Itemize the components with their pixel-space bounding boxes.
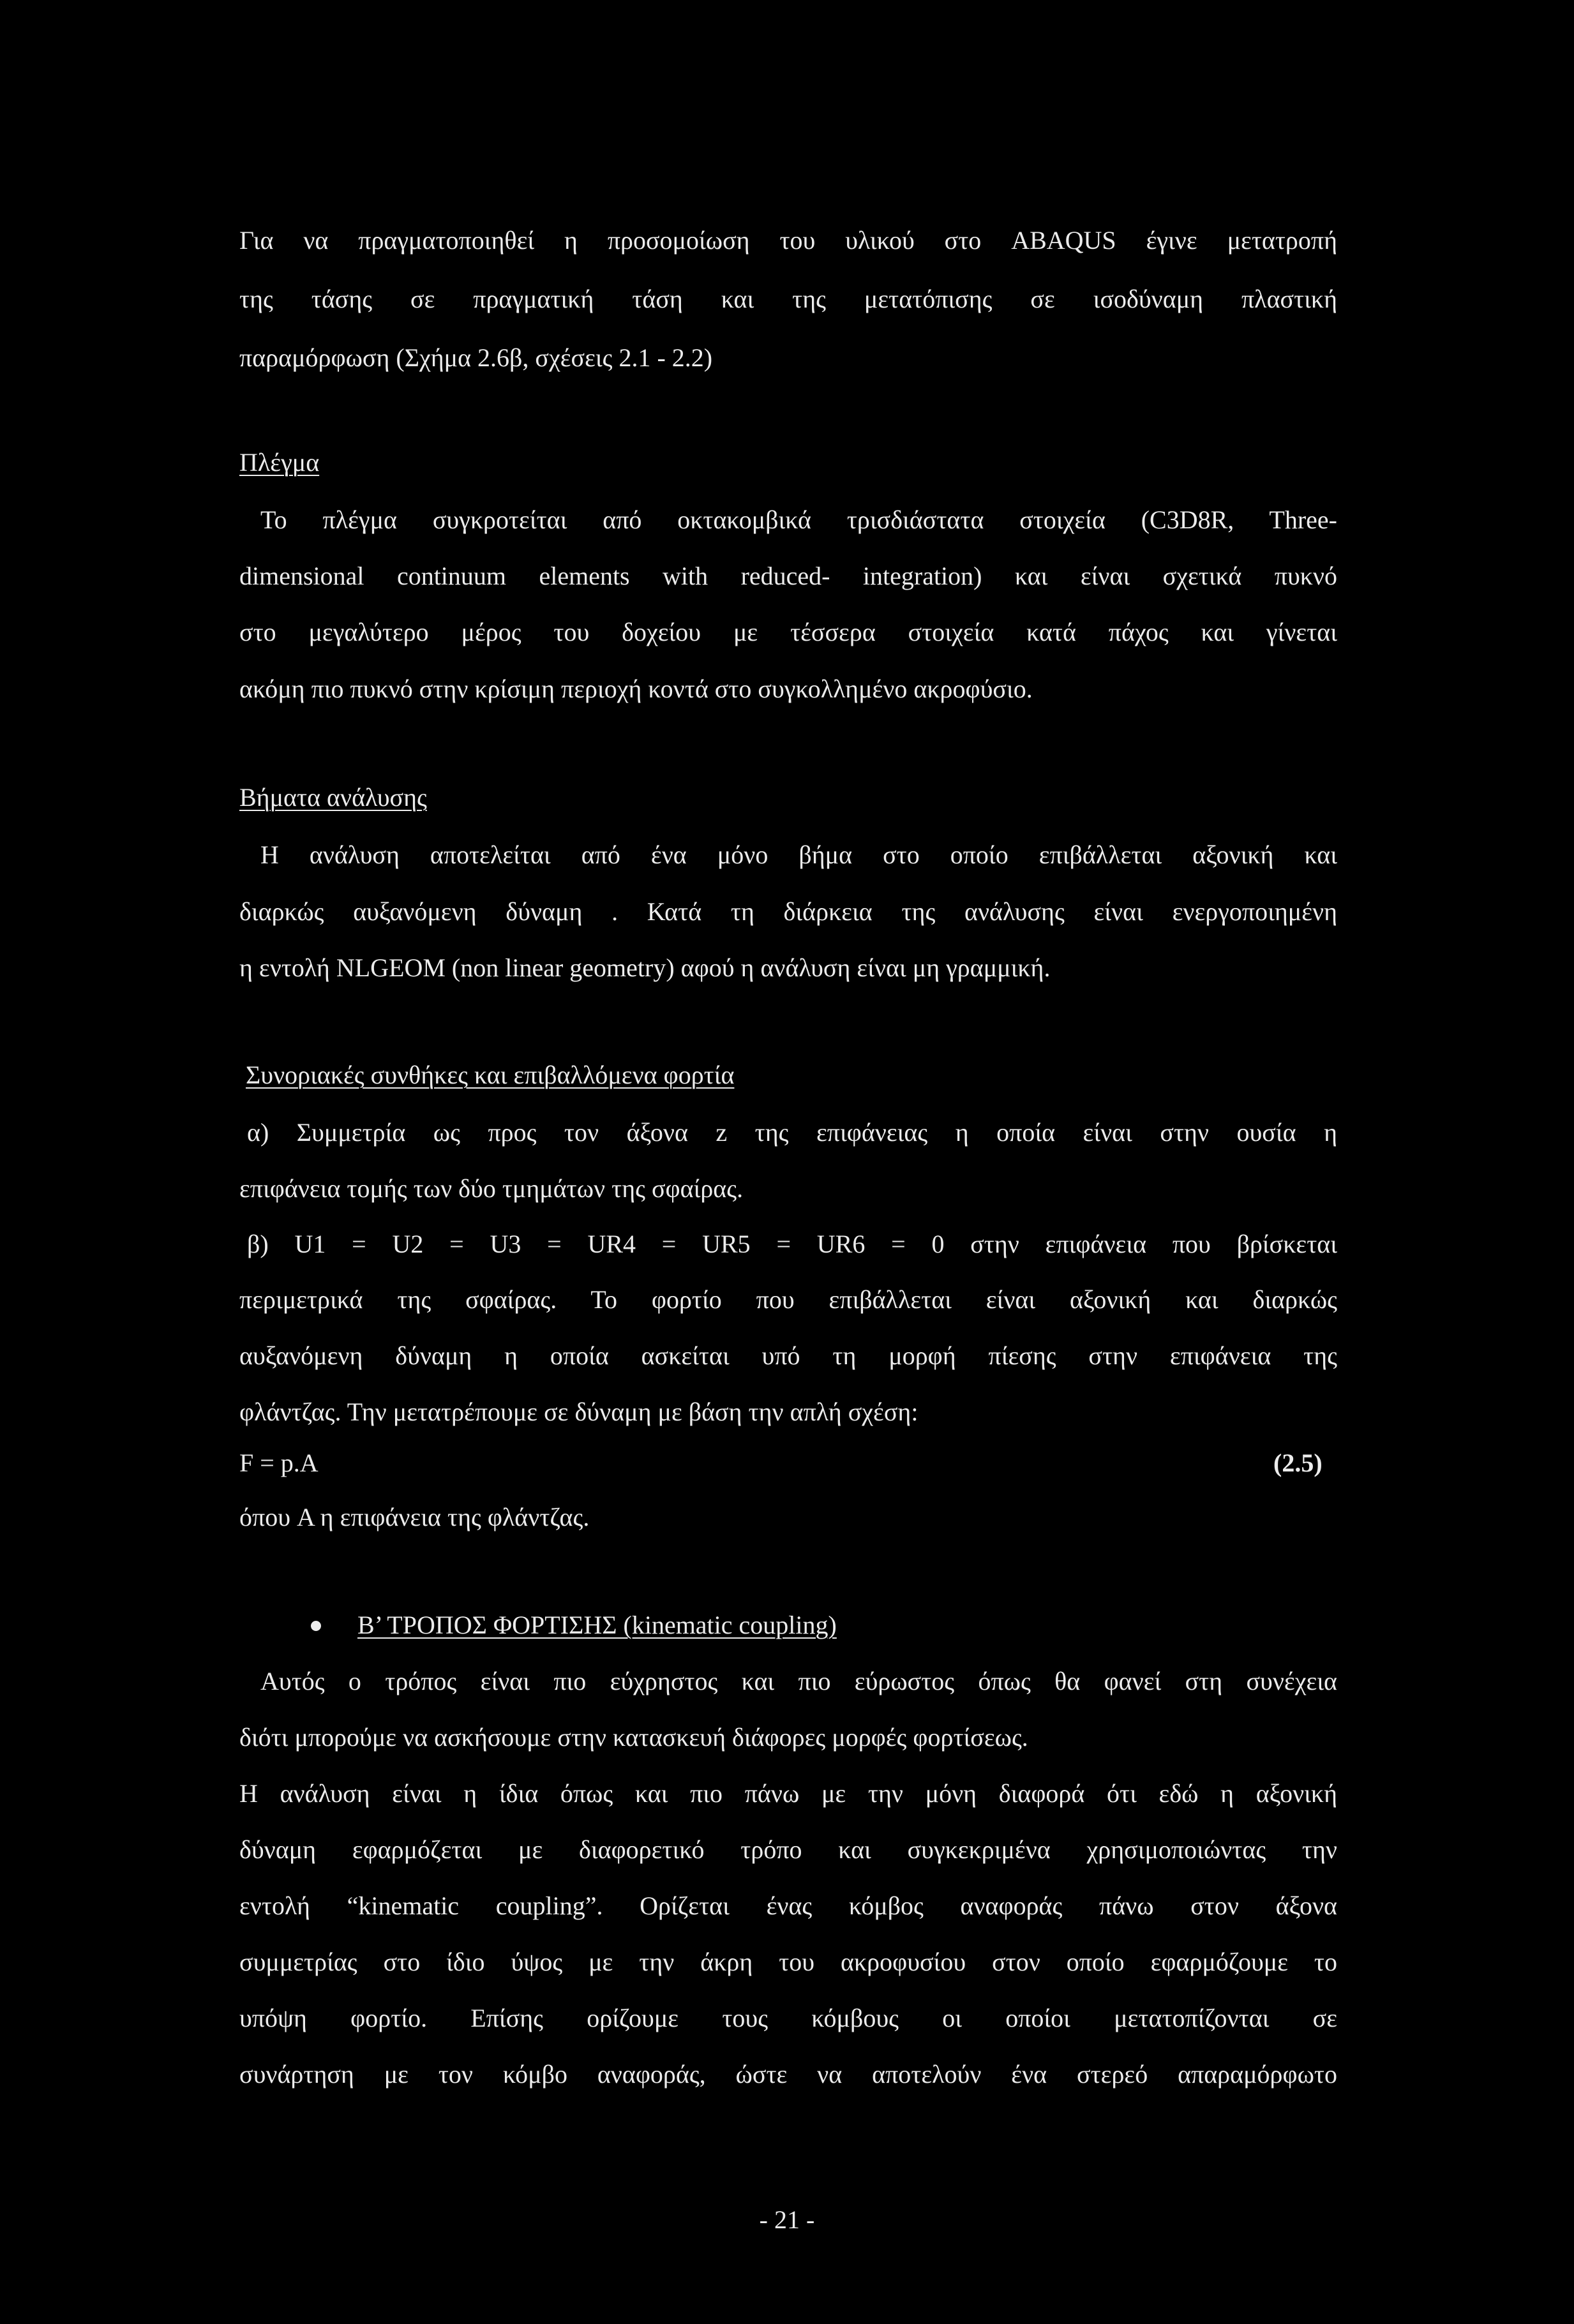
paragraph-line: α) Συμμετρία ως προς τον άξονα z της επιφάνειας η οποία είναι στην ουσία η	[247, 1118, 1337, 1147]
paragraph-line: συμμετρίας στο ίδιο ύψος με την άκρη του ακροφυσίου στον οποίο εφαρμόζουμε το	[239, 1948, 1337, 1976]
paragraph-line: διότι μπορούμε να ασκήσουμε στην κατασκευή διάφορες μορφές φορτίσεως.	[239, 1723, 1028, 1752]
equation-number: (2.5)	[1273, 1449, 1323, 1477]
paragraph-line: δύναμη εφαρμόζεται με διαφορετικό τρόπο και συγκεκριμένα χρησιμοποιώντας την	[239, 1835, 1337, 1864]
paragraph-line: διαρκώς αυξανόμενη δύναμη . Κατά τη διάρκεια της ανάλυσης είναι ενεργοποιημένη	[239, 897, 1337, 926]
bullet-icon	[311, 1621, 321, 1631]
paragraph-line: β) U1 = U2 = U3 = UR4 = UR5 = UR6 = 0 στην επιφάνεια που βρίσκεται	[247, 1230, 1337, 1258]
paragraph-line: στο μεγαλύτερο μέρος του δοχείου με τέσσερα στοιχεία κατά πάχος και γίνεται	[239, 618, 1337, 646]
paragraph-line: παραμόρφωση (Σχήμα 2.6β, σχέσεις 2.1 - 2.2)	[239, 343, 713, 372]
paragraph-line: Το πλέγμα συγκροτείται από οκτακομβικά τρισδιάστατα στοιχεία (C3D8R, Three-	[260, 505, 1337, 534]
paragraph-line: Αυτός ο τρόπος είναι πιο εύχρηστος και πιο εύρωστος όπως θα φανεί στη συνέχεια	[260, 1667, 1337, 1695]
section-heading-steps: Βήματα ανάλυσης	[239, 783, 427, 812]
section-heading-boundary: Συνοριακές συνθήκες και επιβαλλόμενα φορτία	[246, 1061, 735, 1089]
paragraph-line: υπόψη φορτίο. Επίσης ορίζουμε τους κόμβους οι οποίοι μετατοπίζονται σε	[239, 2004, 1337, 2032]
paragraph-line: ακόμη πιο πυκνό στην κρίσιμη περιοχή κοντά στο συγκολλημένο ακροφύσιο.	[239, 674, 1033, 703]
paragraph-line: συνάρτηση με τον κόμβο αναφοράς, ώστε να αποτελούν ένα στερεό απαραμόρφωτο	[239, 2060, 1337, 2089]
section-heading-mesh: Πλέγμα	[239, 448, 320, 477]
paragraph-line: της τάσης σε πραγματική τάση και της μετατόπισης σε ισοδύναμη πλαστική	[239, 285, 1337, 313]
equation: F = p.A	[239, 1449, 319, 1477]
equation-note: όπου A η επιφάνεια της φλάντζας.	[239, 1503, 590, 1531]
paragraph-line: Η ανάλυση αποτελείται από ένα μόνο βήμα στο οποίο επιβάλλεται αξονική και	[260, 840, 1337, 869]
paragraph-line: αυξανόμενη δύναμη η οποία ασκείται υπό τη μορφή πίεσης στην επιφάνεια της	[239, 1341, 1337, 1370]
paragraph-line: η εντολή NLGEOM (non linear geometry) αφού η ανάλυση είναι μη γραμμική.	[239, 953, 1051, 982]
paragraph-line: εντολή “kinematic coupling”. Ορίζεται ένας κόμβος αναφοράς πάνω στον άξονα	[239, 1891, 1337, 1920]
page-number: - 21 -	[759, 2205, 815, 2234]
paragraph-line: Η ανάλυση είναι η ίδια όπως και πιο πάνω με την μόνη διαφορά ότι εδώ η αξονική	[239, 1779, 1337, 1808]
paragraph-line: Για να πραγματοποιηθεί η προσομοίωση του υλικού στο ABAQUS έγινε μετατροπή	[239, 226, 1337, 255]
paragraph-line: φλάντζας. Την μετατρέπουμε σε δύναμη με βάση την απλή σχέση:	[239, 1397, 918, 1426]
paragraph-line: επιφάνεια τομής των δύο τμημάτων της σφαίρας.	[239, 1174, 744, 1203]
paragraph-line: dimensional continuum elements with reduced- integration) και είναι σχετικά πυκνό	[239, 562, 1337, 590]
paragraph-line: περιμετρικά της σφαίρας. Το φορτίο που επιβάλλεται είναι αξονική και διαρκώς	[239, 1285, 1337, 1314]
section-heading-method-b: Β’ ΤΡΟΠΟΣ ΦΟΡΤΙΣΗΣ (kinematic coupling)	[357, 1611, 837, 1639]
